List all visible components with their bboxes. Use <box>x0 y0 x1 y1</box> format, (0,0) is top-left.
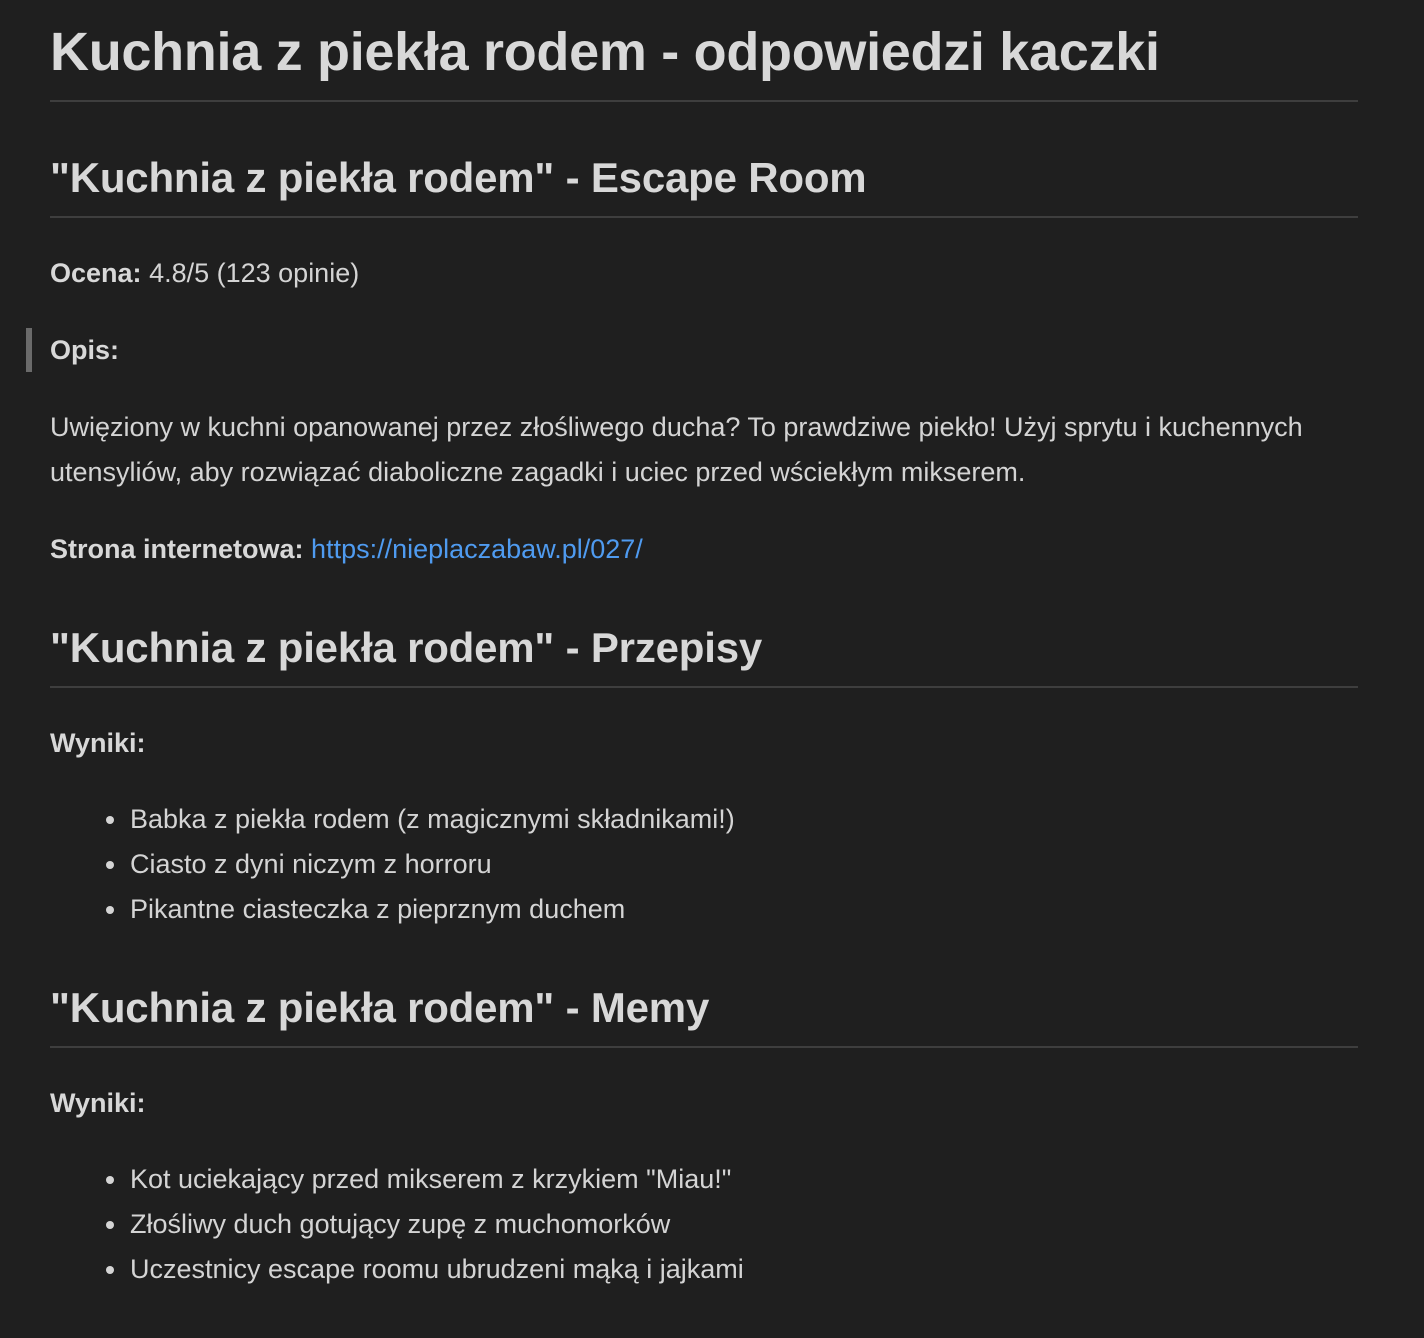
title-divider <box>50 100 1358 102</box>
results-line <box>50 1081 1358 1126</box>
page-title: Kuchnia z piekła rodem - odpowiedzi kaczki <box>50 22 1160 82</box>
results-label: Wyniki: <box>50 1088 146 1118</box>
results-list <box>50 1157 1358 1292</box>
results-list <box>50 797 1358 932</box>
list-item: Ciasto z dyni niczym z horroru <box>130 842 1358 887</box>
rating-line <box>50 251 1358 296</box>
website-line <box>50 527 1358 572</box>
section-heading-memy: "Kuchnia z piekła rodem" - Memy <box>50 984 710 1031</box>
results-line <box>50 721 1358 766</box>
rating-label: Ocena: <box>50 258 142 288</box>
list-item: Babka z piekła rodem (z magicznymi składnikami!) <box>130 797 1358 842</box>
section-heading-escape-room: "Kuchnia z piekła rodem" - Escape Room <box>50 154 867 201</box>
section-divider <box>50 1046 1358 1048</box>
section-memy <box>50 982 1358 1292</box>
description-blockquote <box>50 328 1358 373</box>
section-heading-przepisy: "Kuchnia z piekła rodem" - Przepisy <box>50 624 763 671</box>
website-link[interactable]: https://nieplaczabaw.pl/027/ <box>311 534 643 564</box>
description-label-line <box>50 328 1358 373</box>
list-item: Uczestnicy escape roomu ubrudzeni mąką i jajkami <box>130 1247 1358 1292</box>
website-label: Strona internetowa: <box>50 534 304 564</box>
description-text: Uwięziony w kuchni opanowanej przez złośliwego ducha? To prawdziwe piekło! Użyj sprytu i kuchennych utensyliów, aby rozwiązać diaboliczne zagadki i uciec przed wściekłym mikserem. <box>50 412 1303 487</box>
section-przepisy <box>50 622 1358 932</box>
description-label: Opis: <box>50 335 120 365</box>
list-item: Kot uciekający przed mikserem z krzykiem "Miau!" <box>130 1157 1358 1202</box>
results-label: Wyniki: <box>50 728 146 758</box>
rating-value: 4.8/5 (123 opinie) <box>149 258 360 288</box>
section-divider <box>50 216 1358 218</box>
section-escape-room <box>50 152 1358 572</box>
list-item: Pikantne ciasteczka z pieprznym duchem <box>130 887 1358 932</box>
list-item: Złośliwy duch gotujący zupę z muchomorków <box>130 1202 1358 1247</box>
section-divider <box>50 686 1358 688</box>
